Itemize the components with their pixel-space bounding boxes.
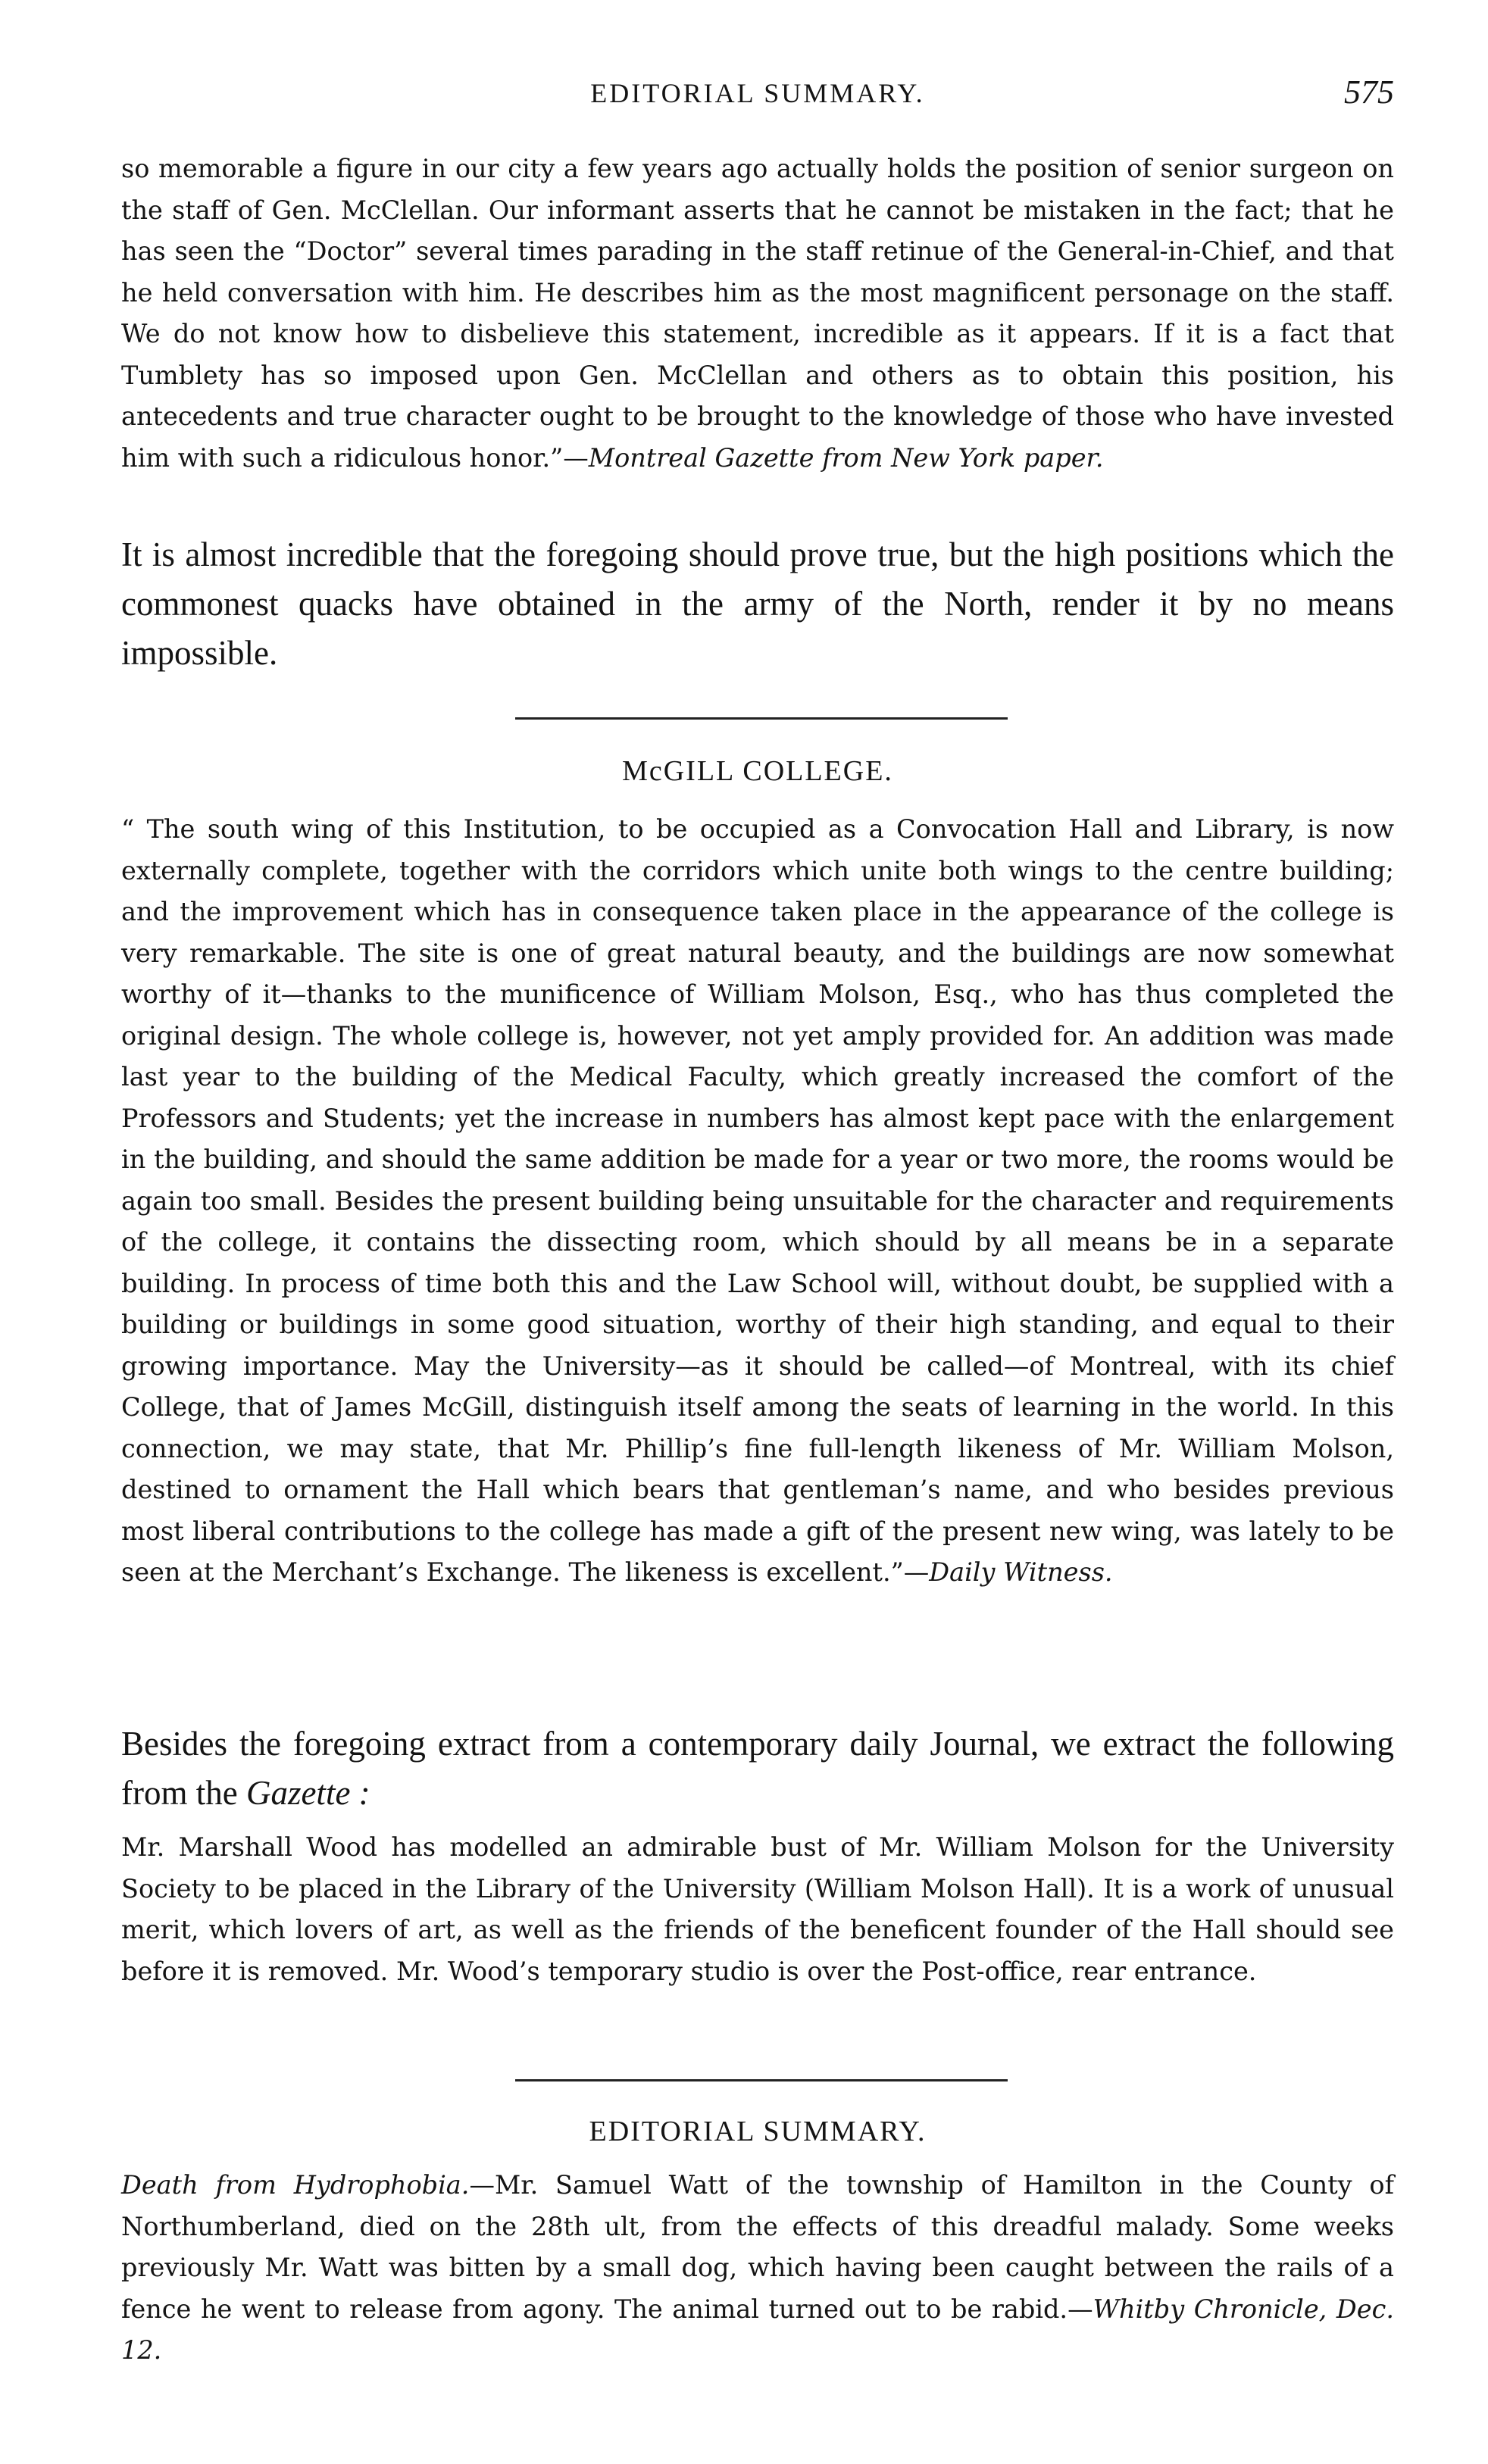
running-head	[121, 73, 1394, 118]
hydrophobia-body: —Mr. Samuel Watt of the township of Hamilton in the County of Northumberland, died on the 28th ult, from the effects of this dreadful malady. Some weeks previously Mr. Watt was bitten by a small dog, which having been caught between the rails of a fence he went to release from agony. The animal turned out to be rabid.—	[121, 2170, 1394, 2324]
mcgill-citation: Daily Witness.	[929, 1557, 1113, 1587]
mcgill-comment-source: Gazette :	[245, 1774, 370, 1812]
mcgill-comment-text: Besides the foregoing extract from a contemporary daily Journal, we extract the following from the	[121, 1725, 1394, 1812]
page-number: 575	[1344, 73, 1394, 111]
running-head-title: EDITORIAL SUMMARY.	[590, 78, 925, 108]
mcgill-quote-text: “ The south wing of this Institution, to be occupied as a Convocation Hall and Library, is now externally complete, together with the corridors which unite both wings to the centre building; and the improvement which has in consequence taken place in the appearance of the college is very remarkable. The site is one of great natural beauty, and the buildings are now somewhat worthy of it—thanks to the munificence of William Molson, Esq., who has thus completed the original design. The whole college is, however, not yet amply provided for. An addition was made last year to the building of the Medical Faculty, which greatly increased the comfort of the Professors and Students; yet the increase in numbers has almost kept pace with the enlargement in the building, and should the same addition be made for a year or two more, the rooms would be again too small. Besides the present building being unsuitable for the character and requirements of the college, it contains the dissecting room, which should by all means be in a separate building. In process of time both this and the Law School will, without doubt, be supplied with a building or buildings in some good situation, worthy of their high standing, and equal to their growing importance. May the University—as it should be called—of Montreal, with its chief College, that of James McGill, distinguish itself among the seats of learning in the world. In this connection, we may state, that Mr. Phillip’s fine full-length likeness of Mr. William Molson, destined to ornament the Hall which bears that gentleman’s name, and who besides previous most liberal contributions to the college has made a gift of the present new wing, was lately to be seen at the Merchant’s Exchange. The likeness is excellent.”—	[121, 814, 1394, 1587]
tumblety-citation: Montreal Gazette from New York paper.	[588, 442, 1104, 473]
section-divider	[515, 717, 1008, 720]
mcgill-quote	[121, 809, 1394, 1594]
tumblety-quote	[121, 148, 1394, 479]
bust-extract	[121, 1827, 1394, 1992]
mcgill-comment	[121, 1719, 1394, 1818]
bust-extract-text: Mr. Marshall Wood has modelled an admirable bust of Mr. William Molson for the University Society to be placed in the Library of the University (William Molson Hall). It is a work of unusual merit, which lovers of art, as well as the friends of the beneficent founder of the Hall should see before it is removed. Mr. Wood’s temporary studio is over the Post-office, rear entrance.	[121, 1832, 1394, 1986]
hydrophobia-citation: Whitby Chronicle, Dec. 12.	[121, 2294, 1394, 2365]
section-divider-2	[515, 2079, 1008, 2081]
hydrophobia-lead: Death from Hydrophobia.	[121, 2170, 470, 2200]
tumblety-comment-text: It is almost incredible that the foregoing should prove true, but the high positions which the commonest quacks have obtained in the army of the North, render it by no means impossible.	[121, 536, 1394, 672]
tumblety-quote-text: so memorable a figure in our city a few years ago actually holds the position of senior surgeon on the staff of Gen. McClellan. Our informant asserts that he cannot be mistaken in the fact; that he has seen the “Doctor” several times parading in the staff retinue of the General-in-Chief, and that he held conversation with him. He describes him as the most magnificent personage on the staff. We do not know how to disbelieve this statement, incredible as it appears. If it is a fact that Tumblety has so imposed upon Gen. McClellan and others as to obtain this position, his antecedents and true character ought to be brought to the knowledge of those who have invested him with such a ridiculous honor.”—	[121, 154, 1394, 473]
hydrophobia-item	[121, 2165, 1394, 2372]
mcgill-heading: McGILL COLLEGE.	[622, 755, 893, 787]
editorial-summary-heading: EDITORIAL SUMMARY.	[589, 2116, 927, 2147]
tumblety-comment	[121, 530, 1394, 678]
